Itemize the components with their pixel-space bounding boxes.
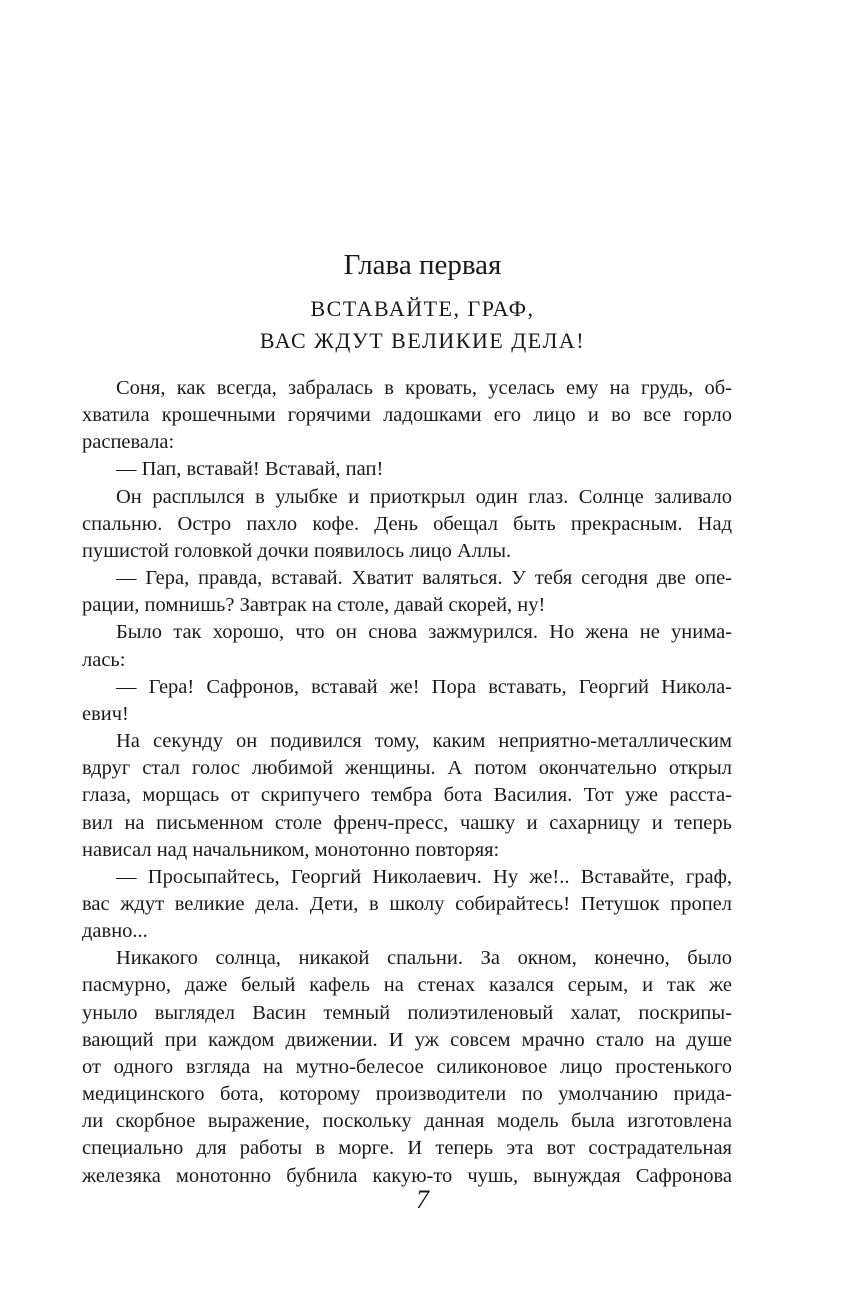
text-line: вдруг стал голос любимой женщины. А потом окончательно открыл [82,757,732,780]
text-line: — Просыпайтесь, Георгий Николаевич. Ну же!.. Вставайте, граф, [116,865,732,888]
text-line: Никакого солнца, никакой спальни. За окном, конечно, было [116,947,732,970]
text-line: пушистой головкой дочки появилось лицо Аллы. [82,539,512,562]
chapter-subtitle-line: ВАС ЖДУТ ВЕЛИКИЕ ДЕЛА! [259,328,586,353]
chapter-title: Глава первая [343,249,502,281]
text-line: вас ждут великие дела. Дети, в школу собирайтесь! Петушок пропел [82,892,732,915]
text-line: давно... [82,920,148,943]
text-line: Он расплылся в улыбке и приоткрыл один глаз. Солнце заливало [116,485,732,508]
text-line: евич! [82,702,129,725]
text-line: Было так хорошо, что он снова зажмурился. Но жена не унима- [116,621,732,644]
text-line: Соня, как всегда, забралась в кровать, уселась ему на грудь, об- [116,377,732,399]
text-line: пасмурно, даже белый кафель на стенах казался серым, и так же [82,974,732,997]
text-line: вил на письменном столе френч-пресс, чашку и сахарницу и теперь [82,811,732,834]
text-line: медицинского бота, которому производители по умолчанию прида- [82,1083,732,1106]
text-line: лась: [82,648,126,671]
text-line: хватила крошечными горячими ладошками его лицо и во все горло [82,404,732,427]
text-line: На секунду он подивился тому, каким неприятно-металлическим [116,730,732,753]
chapter-subtitle [0,293,845,357]
text-line: железяка монотонно бубнила какую-то чушь, вынуждая Сафронова [82,1164,732,1187]
body-text [82,375,732,1190]
text-line: — Гера, правда, вставай. Хватит валяться. У тебя сегодня две опе- [116,567,732,590]
text-line: — Пап, вставай! Вставай, пап! [116,458,384,481]
text-line: специально для работы в морге. И теперь эта вот сострадательная [82,1137,732,1160]
page-number: 7 [416,1185,429,1214]
text-line: нависал над начальником, монотонно повторяя: [82,838,500,861]
text-line: спальню. Остро пахло кофе. День обещал быть прекрасным. Над [82,512,732,535]
text-line: уныло выглядел Васин темный полиэтиленовый халат, поскрипы- [82,1001,732,1024]
text-line: вающий при каждом движении. И уж совсем мрачно стало на душе [82,1028,732,1051]
text-line: от одного взгляда на мутно-белесое силиконовое лицо простенького [82,1055,732,1078]
chapter-subtitle-line: ВСТАВАЙТЕ, ГРАФ, [310,296,535,321]
text-line: ли скорбное выражение, поскольку данная модель была изготовлена [82,1110,732,1133]
text-line: — Гера! Сафронов, вставай же! Пора вставать, Георгий Никола- [116,675,732,698]
text-line: распевала: [82,431,175,454]
text-line: глаза, морщась от скрипучего тембра бота Василия. Тот уже расста- [82,784,732,807]
text-line: рации, помнишь? Завтрак на столе, давай скорей, ну! [82,594,546,617]
